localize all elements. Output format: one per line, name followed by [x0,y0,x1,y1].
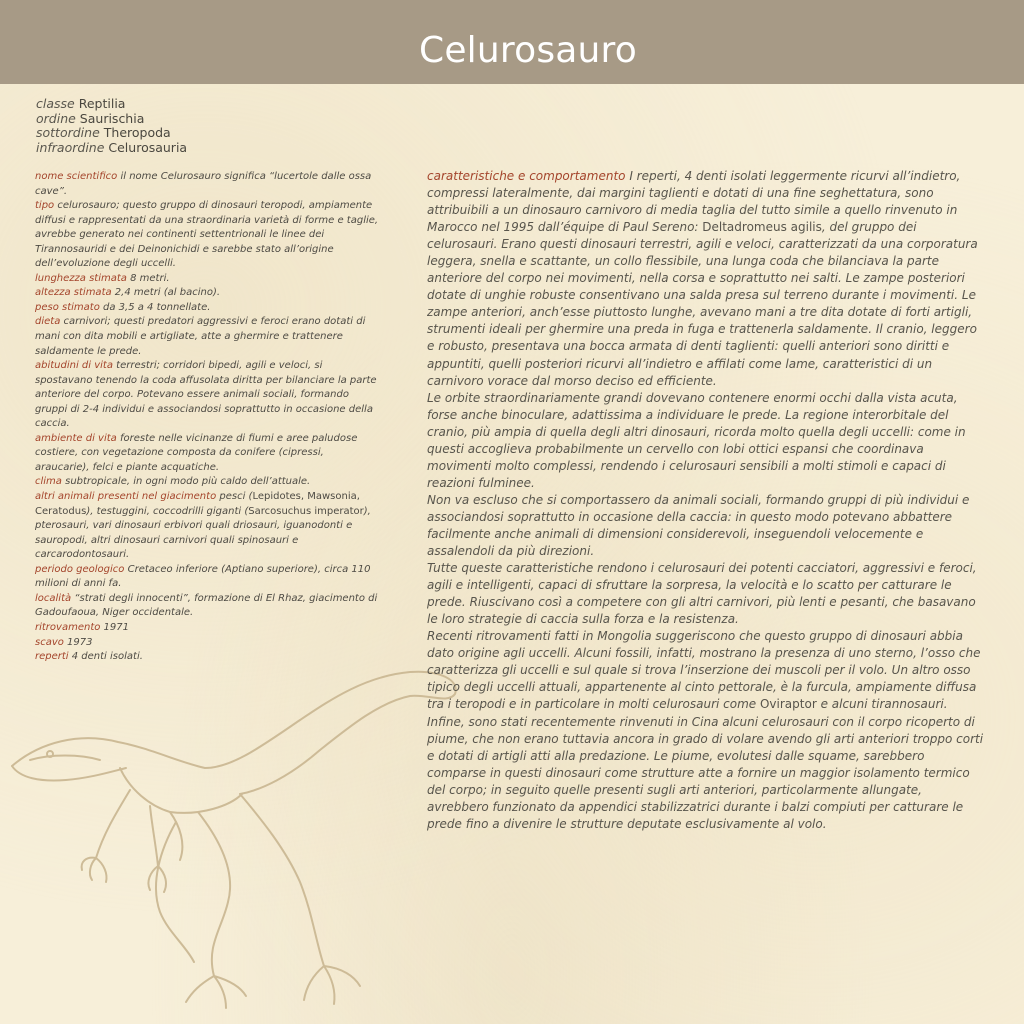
fact-label: abitudini di vita [35,360,113,372]
fact-label: scavo [35,636,64,648]
fact-entry [35,315,380,359]
description-paragraph [427,492,987,560]
fact-text: 2,4 metri (al bacino). [111,287,221,299]
fact-label: lunghezza stimata [35,272,127,284]
taxonomy-label: ordine [36,110,76,126]
fact-text: “strati degli innocenti”, formazione di El Rhaz, giacimento di Gadoufaoua, Niger occidentale. [35,592,378,619]
description-paragraph [427,390,987,492]
taxonomy-row [36,126,376,141]
description-text: Le orbite straordinariamente grandi dovevano contenere enormi occhi dalla vista acuta, forse anche binoculare, adattissima a individuare le prede. La regione interorbitale del cranio, più ampia di quella degli altri dinosauri, ricorda molto quella degli uccelli: come in questi accoglieva probabilmente un cervello con lobi ottici espansi che coordinava movimenti molto complessi, rendendo i celurosauri sensibili a molti stimoli e capaci di reazioni fulminee. [427,390,966,490]
description-paragraph [427,628,987,713]
fact-label: altezza stimata [35,287,112,299]
fact-text: Cretaceo inferiore (Aptiano superiore), circa 110 milioni di anni fa. [35,563,371,590]
description-text: Oviraptor [759,697,817,712]
fact-text: pesci ( [216,491,253,503]
fact-entry [35,650,380,665]
taxonomy-value: Reptilia [78,96,126,111]
fact-entry [35,301,380,316]
fact-entry [35,475,380,490]
taxonomy-row [36,112,376,127]
fact-entry [35,621,380,636]
description-paragraph [427,560,987,628]
fact-text: 1971 [100,621,129,633]
description-text: Deltadromeus agilis [702,220,822,235]
fact-entry [35,490,380,563]
description-text: e alcuni tirannosauri. [816,697,948,712]
fact-text: celurosauro; questo gruppo di dinosauri teropodi, ampiamente diffusi e rappresentati da una straordinaria varietà di forme e taglie, avrebbe generato nei continenti settentrionali le linee dei Tirannosauridi e dei Deinonichidi e sarebbe stato all’origine dell’evoluzione degli uccelli. [35,200,379,270]
fact-text: 4 denti isolati. [68,651,143,663]
fact-label: località [35,592,72,604]
description-text: , del gruppo dei celurosauri. Erano questi dinosauri terrestri, agili e veloci, caratterizzati da una corporatura leggera, snella e scattante, un collo flessibile, una lunga coda che bilanciava la parte anteriore del corpo nei movimenti, nella corsa e soprattutto nei salti. Le zampe posteriori dotate di unghie robuste consentivano una salda presa sul terreno durante i movimenti. Le zampe anteriori, anch’esse piuttosto lunghe, avevano mani a tre dita dotate di forti artigli, strumenti ideali per ghermire una preda in fuga e trattenerla saldamente. Il cranio, leggero e robusto, presentava una bocca armata di denti taglienti: quelli anteriori sono diritti e appuntiti, quelli posteriori ricurvi all’indietro e affilati come lame, caratteristici di un carnivoro vorace dal morso deciso ed efficiente. [427,220,978,388]
fact-text: carnivori; questi predatori aggressivi e feroci erano dotati di mani con dita mobili e artigliate, atte a ghermire e trattenere saldamente le prede. [35,316,366,357]
fact-entry [35,636,380,651]
fact-entry [35,563,380,592]
description-column [427,168,987,833]
page-title: Celurosauro [418,30,637,71]
description-text: Recenti ritrovamenti fatti in Mongolia suggeriscono che questo gruppo di dinosauri abbia dato origine agli uccelli. Alcuni fossili, infatti, mostrano la presenza di uno sterno, l’osso che caratterizza gli uccelli e sul quale si trova l’inserzione dei muscoli per il volo. Un altro osso tipico degli uccelli attuali, appartenente al cinto pettorale, è la furcula, ampiamente diffusa tra i teropodi e in particolare in molti celurosauri come [427,629,981,712]
description-paragraph [427,168,987,390]
description-text: I reperti, 4 denti isolati leggermente ricurvi all’indietro, compressi lateralmente, dai margini taglienti e dotati di una fine seghettatura, sono attribuibili a un dinosauro carnivoro di media taglia del tutto simile a quello rinvenuto in Marocco nel 1995 dall’équipe di Paul Sereno: [427,169,961,235]
fact-entry [35,359,380,432]
fact-entry [35,170,380,199]
fact-text: 8 metri. [126,272,170,284]
fact-label: ritrovamento [35,621,101,633]
fact-label: altri animali presenti nel giacimento [35,491,217,503]
taxonomy-block [36,97,376,155]
taxonomy-value: Celurosauria [108,139,188,155]
fact-entry [35,286,380,301]
description-lead: caratteristiche e comportamento [427,169,626,183]
fact-entry [35,432,380,476]
fact-text: Sarcosuchus imperator [248,505,364,517]
fact-label: tipo [35,200,55,212]
fact-label: periodo geologico [35,563,125,575]
taxonomy-row [36,141,376,156]
fact-sheet [35,170,380,665]
taxonomy-row [36,97,376,112]
fact-label: ambiente di vita [35,432,117,444]
fact-text: il nome Celurosauro significa “lucertole dalle ossa cave”. [35,171,372,197]
description-paragraph [427,714,987,833]
taxonomy-label: infraordine [36,139,105,155]
fact-label: dieta [35,316,61,328]
fact-label: nome scientifico [35,171,118,182]
taxonomy-label: classe [36,96,75,111]
taxonomy-value: Theropoda [103,125,171,140]
fact-text: 1973 [63,636,93,648]
fact-text: terrestri; corridori bipedi, agili e veloci, si spostavano tenendo la coda affusolata diritta per bilanciare la parte anteriore del corpo. Potevano essere animali sociali, formando gruppi di 2-4 individui e associandosi soprattutto in occasione della caccia. [35,360,377,430]
fact-label: peso stimato [35,301,100,313]
fact-label: reperti [35,651,69,663]
description-text: Non va escluso che si comportassero da animali sociali, formando gruppi di più individui e associandosi soprattutto in occasione della caccia: in questo modo potevano abbattere facilmente anche animali di dimensioni considerevoli, inseguendoli velocemente e assalendoli da più direzioni. [427,492,970,559]
fact-text: ), testuggini, coccodrilli giganti ( [86,505,249,517]
fact-text: Lepidotes, Mawsonia, Ceratodus [35,491,360,517]
fact-entry [35,592,380,621]
dinosaur-sketch-icon [0,650,470,1024]
fact-entry [35,272,380,287]
fact-text: da 3,5 a 4 tonnellate. [99,301,211,313]
description-text: Tutte queste caratteristiche rendono i celurosauri dei potenti cacciatori, aggressivi e feroci, agili e intelligenti, capaci di sfruttare la sorpresa, la velocità e lo scatto per catturare le prede. Riuscivano così a competere con gli altri carnivori, più lenti e pesanti, che basavano le loro strategie di caccia sulla forza e la resistenza. [427,561,977,627]
taxonomy-label: sottordine [36,125,100,140]
fact-label: clima [35,476,62,488]
fact-entry [35,199,380,272]
description-text: Infine, sono stati recentemente rinvenuti in Cina alcuni celurosauri con il corpo ricoperto di piume, che non erano tuttavia ancora in grado di volare avendo gli arti anteriori troppo corti e dotati di artigli atti alla predazione. Le piume, evolutesi dalle squame, sarebbero comparse in questi dinosauri come strutture atte a fornire un maggior isolamento termico del corpo; in seguito quelle presenti sugli arti anteriori, particolarmente allungate, avrebbero funzionato da appendici stabilizzatrici durante i balzi compiuti per catturare le prede fino a divenire le strutture deputate esclusivamente al volo. [427,714,984,831]
fact-text: foreste nelle vicinanze di fiumi e aree paludose costiere, con vegetazione composta da conifere (cipressi, araucarie), felci e piante acquatiche. [35,432,358,473]
fact-text: ), pterosauri, vari dinosauri erbivori quali driosauri, iguanodonti e sauropodi, altri dinosauri carnivori quali spinosauri e carcarodontosauri. [35,505,371,561]
taxonomy-value: Saurischia [79,110,145,126]
fact-text: subtropicale, in ogni modo più caldo dell’attuale. [61,476,311,488]
